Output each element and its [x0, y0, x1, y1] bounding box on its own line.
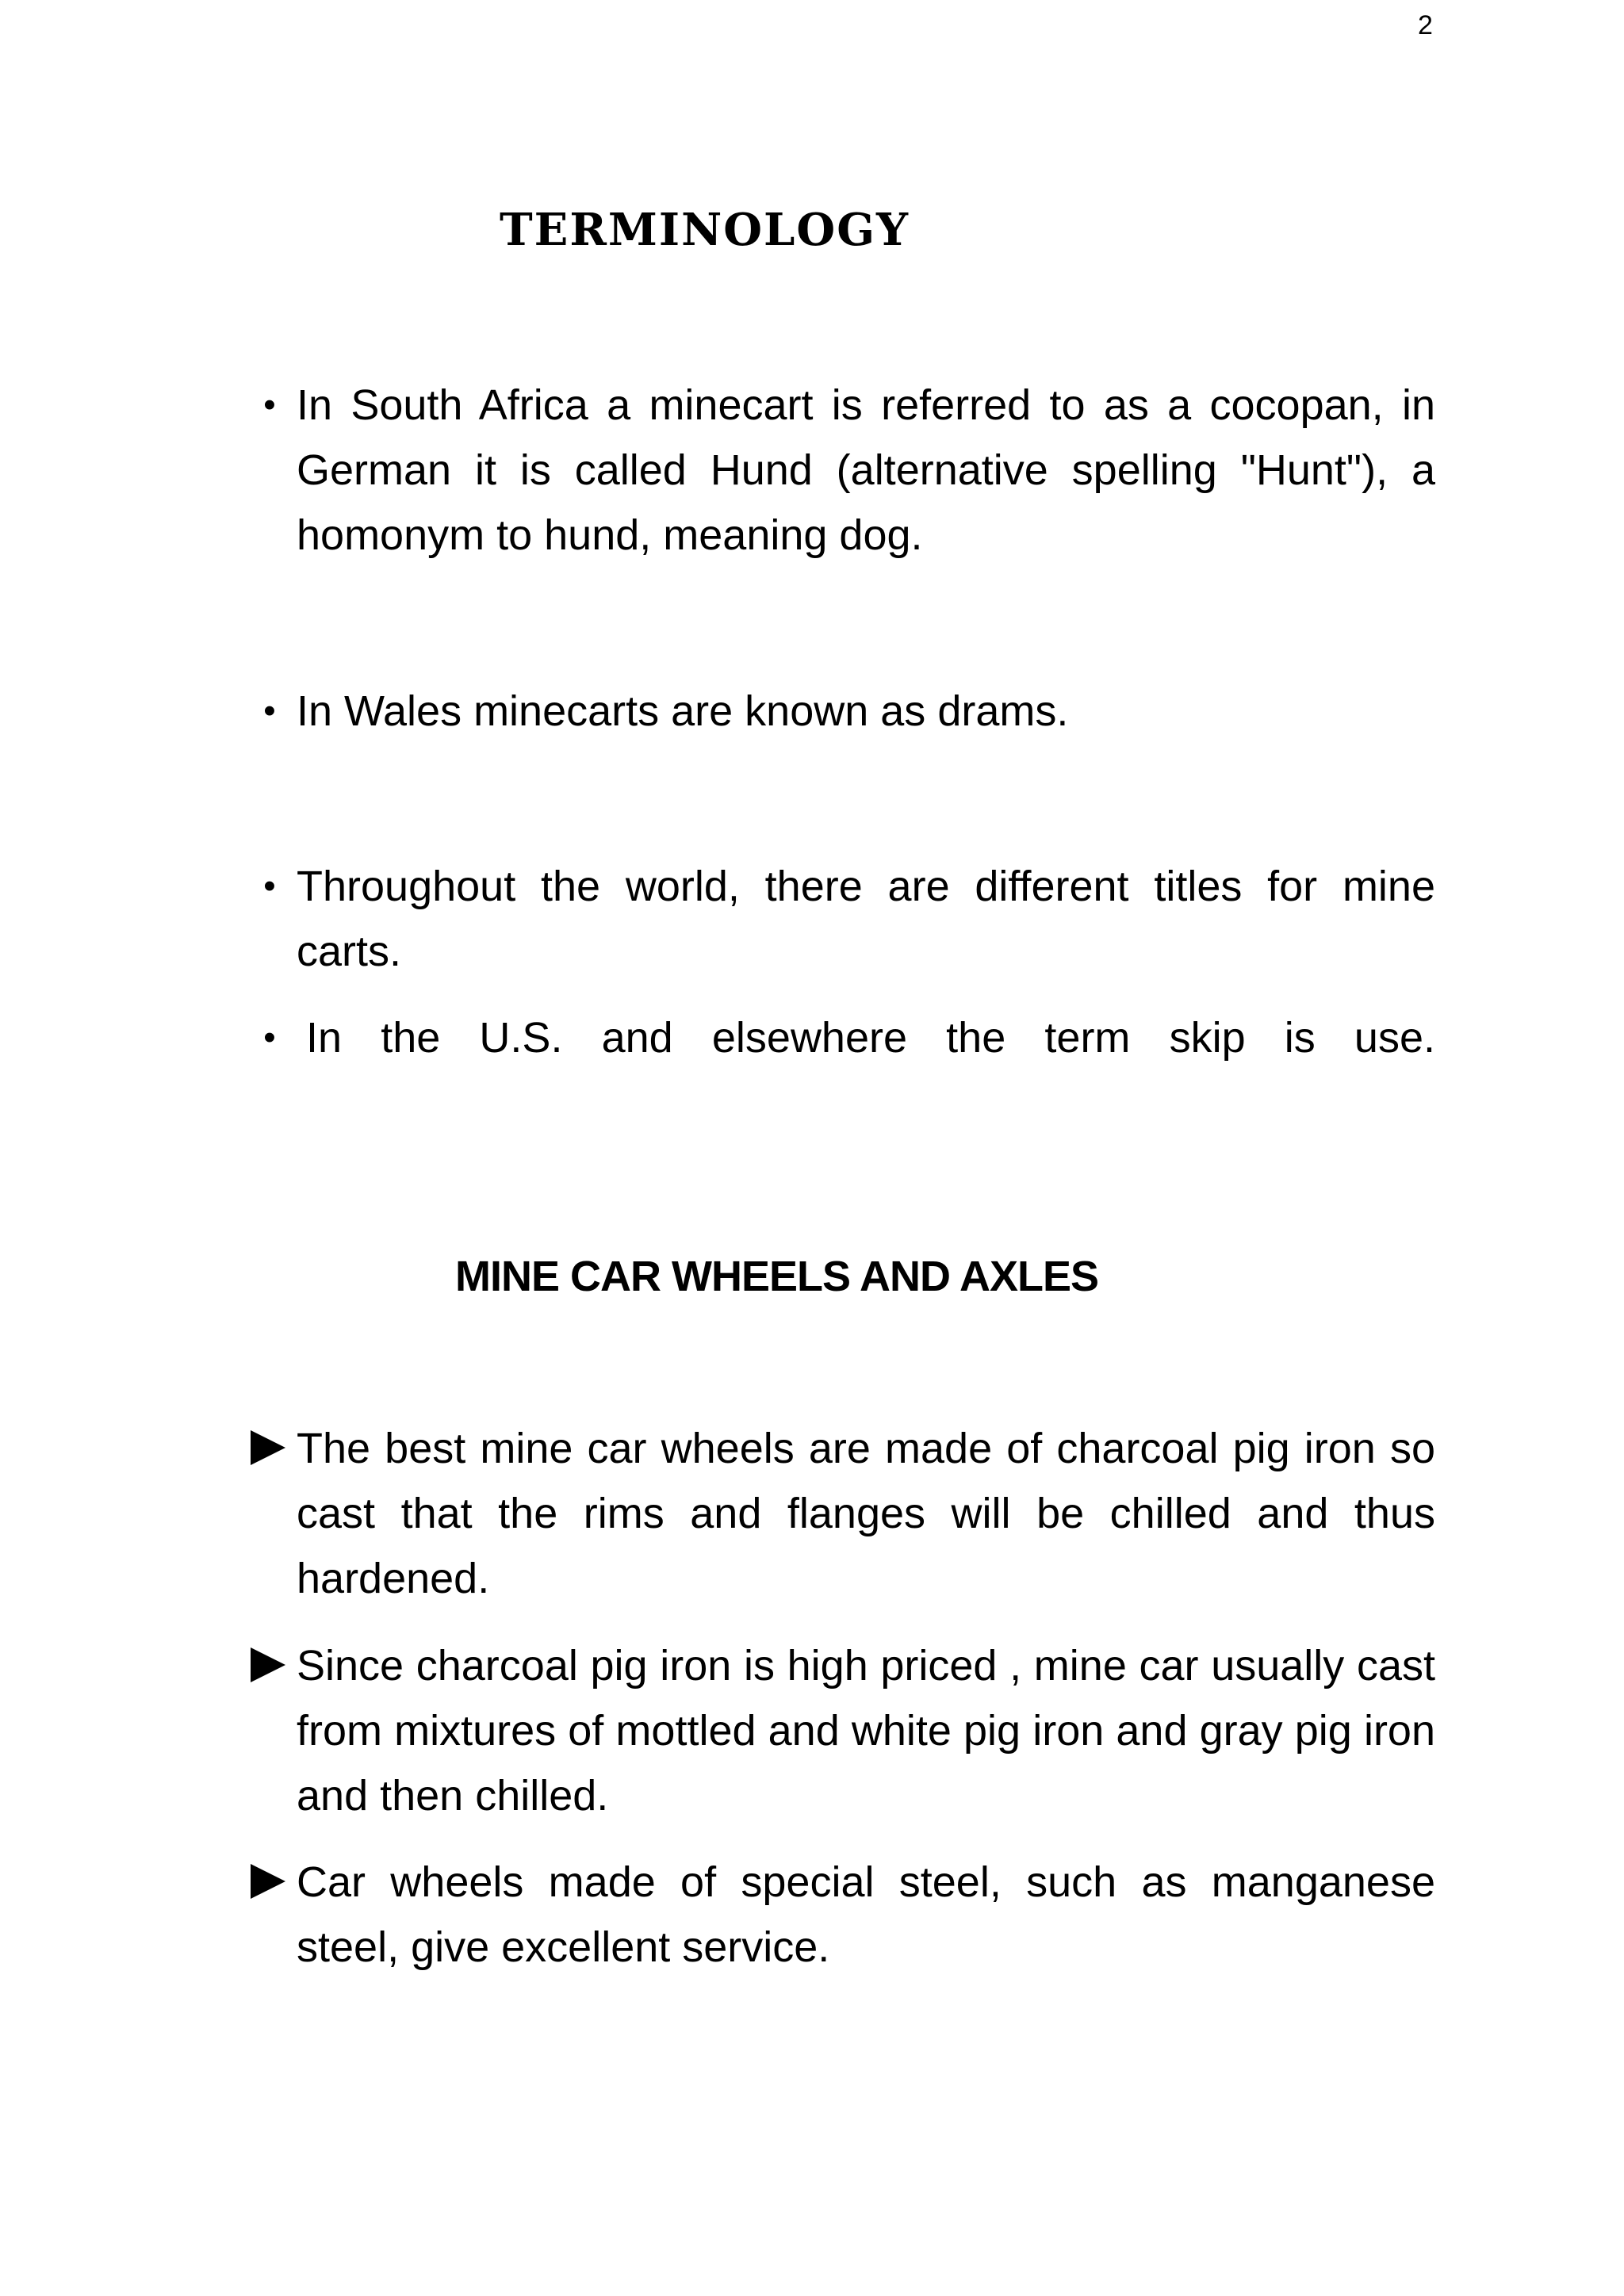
list-item-text: In South Africa a minecart is referred to as a cocopan, in German it is called Hund (alternative spelling "Hunt"), a homonym to hund, meaning dog.: [297, 381, 1435, 559]
list-item-text: Car wheels made of special steel, such as manganese steel, give excellent service.: [297, 1858, 1435, 1971]
triangle-right-icon: [251, 1430, 285, 1465]
list-item: [246, 1633, 1435, 1828]
list-item: [246, 679, 1435, 744]
list-item-text: The best mine car wheels are made of charcoal pig iron so cast that the rims and flanges will be chilled and thus hardened.: [297, 1425, 1435, 1602]
section-title-wheels-axles: MINE CAR WHEELS AND AXLES: [455, 1253, 1099, 1300]
list-item: [246, 1850, 1435, 1980]
list-item: [246, 1416, 1435, 1611]
section-title-terminology: TERMINOLOGY: [500, 204, 910, 256]
list-item-text: Since charcoal pig iron is high priced , mine car usually cast from mixtures of mottled and white pig iron and gray pig iron and then chilled.: [297, 1642, 1435, 1820]
list-item-text: In the U.S. and elsewhere the term skip is use.: [306, 1014, 1435, 1062]
bullet-dot-icon: •: [263, 385, 276, 424]
page-number: 2: [1418, 10, 1433, 40]
list-item: [246, 854, 1435, 984]
list-item: [246, 1005, 1435, 1070]
list-item-text: In Wales minecarts are known as drams.: [297, 687, 1069, 735]
bullet-dot-icon: •: [263, 691, 276, 730]
list-item: [246, 373, 1435, 568]
bullet-dot-icon: •: [263, 1018, 276, 1057]
triangle-right-icon: [251, 1864, 285, 1899]
list-item-text: Throughout the world, there are different titles for mine carts.: [297, 863, 1435, 975]
bullet-dot-icon: •: [263, 867, 276, 905]
triangle-right-icon: [251, 1647, 285, 1682]
